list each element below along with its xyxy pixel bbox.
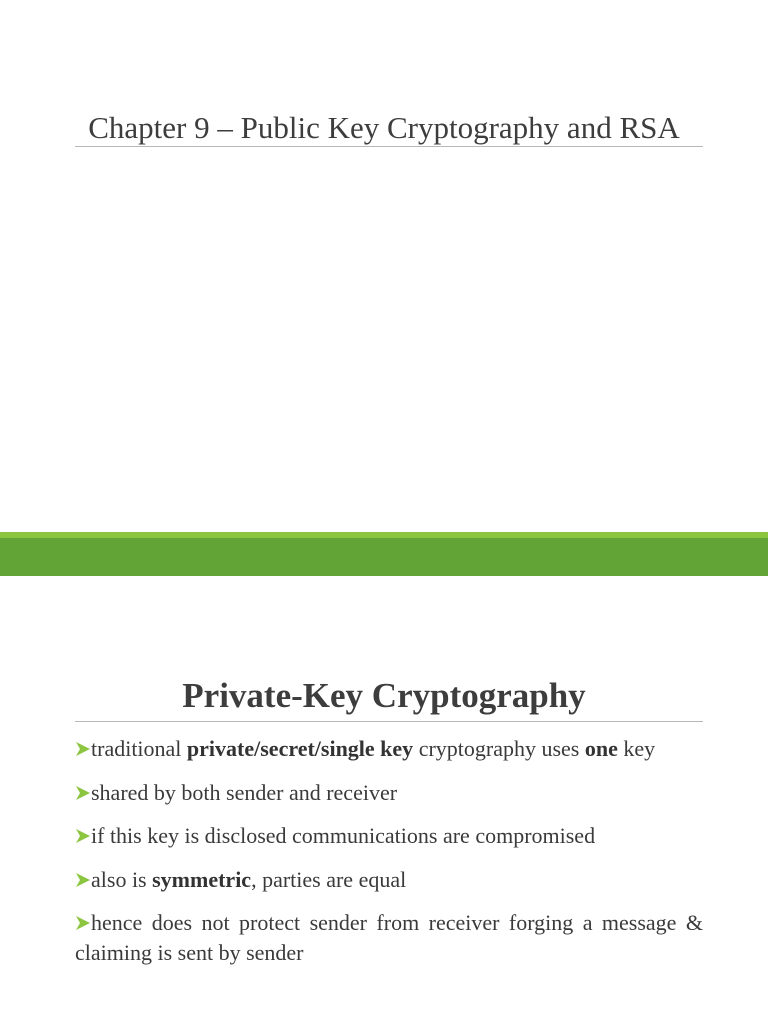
bullet-text: if this key is disclosed communications are compromised <box>91 823 596 848</box>
slide-private-key <box>0 576 768 1024</box>
bullet-item <box>75 778 703 808</box>
arrow-bullet-icon <box>75 915 91 931</box>
bullet-text: cryptography uses <box>413 736 585 761</box>
bullet-text: key <box>617 736 656 761</box>
slide-title: Chapter 9 – Public Key Cryptography and RSA <box>88 110 680 145</box>
bullet-emphasis: one <box>584 736 618 761</box>
bullet-text: traditional <box>91 736 187 761</box>
bullet-item <box>75 908 703 968</box>
bullet-list <box>75 734 703 982</box>
bullet-item <box>75 821 703 851</box>
arrow-bullet-icon <box>75 872 91 888</box>
separator-dark-band <box>0 538 768 576</box>
bullet-item <box>75 865 703 895</box>
slide-title: Private-Key Cryptography <box>182 676 586 715</box>
bullet-item <box>75 734 703 764</box>
title-underline <box>75 146 703 147</box>
bullet-text: , parties are equal <box>251 866 407 892</box>
bullet-emphasis: private/secret/single key <box>186 736 414 761</box>
title-underline <box>75 721 703 722</box>
arrow-bullet-icon <box>75 785 91 801</box>
bullet-text: shared by both sender and receiver <box>91 779 398 805</box>
bullet-text: also is <box>91 866 153 892</box>
bullet-text: hence does not protect sender from receiver forging a message & claiming is sent by sender <box>75 910 703 965</box>
bullet-emphasis: symmetric <box>152 866 252 892</box>
slide-separator-band <box>0 532 768 576</box>
arrow-bullet-icon <box>75 828 91 844</box>
arrow-bullet-icon <box>75 741 91 757</box>
